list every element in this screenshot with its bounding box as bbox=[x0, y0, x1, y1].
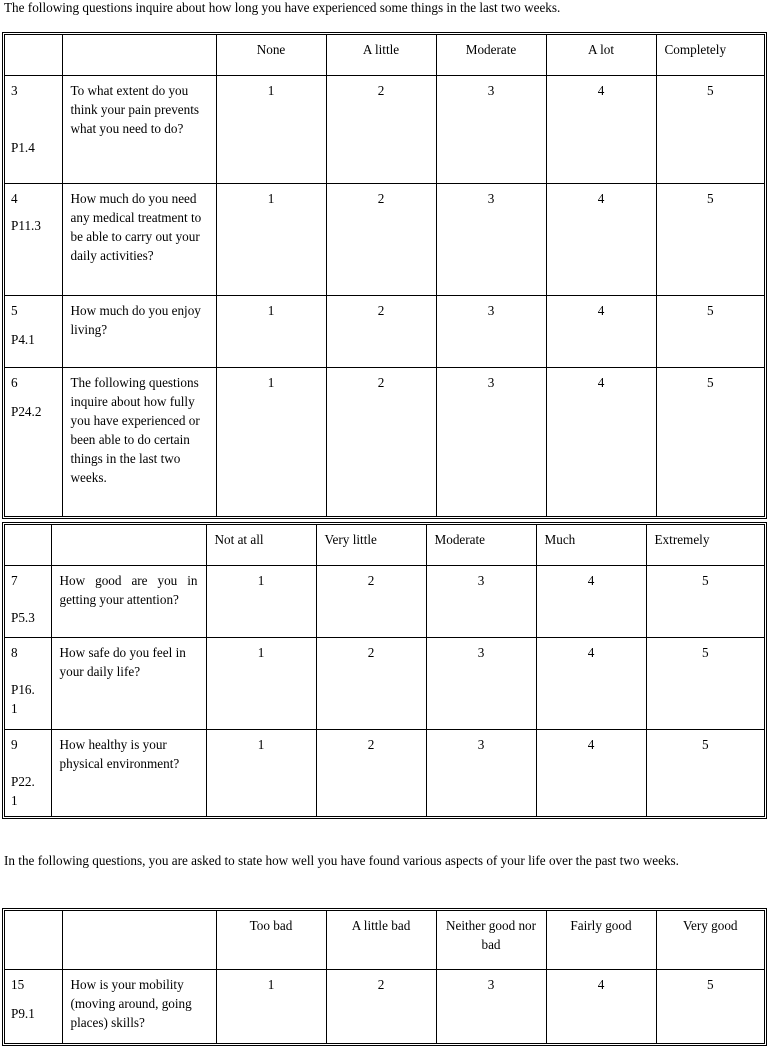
score-option[interactable]: 5 bbox=[656, 367, 764, 516]
question-id bbox=[5, 75, 62, 183]
question-number: 15 bbox=[11, 976, 25, 992]
header-too-bad: Too bad bbox=[216, 911, 326, 969]
question-code: P4.1 bbox=[11, 331, 35, 347]
score-option[interactable]: 2 bbox=[326, 367, 436, 516]
score-option[interactable]: 2 bbox=[326, 183, 436, 295]
table-row bbox=[5, 367, 764, 516]
score-option[interactable]: 5 bbox=[646, 565, 764, 637]
score-option[interactable]: 4 bbox=[536, 729, 646, 816]
question-text: How is your mobility (moving around, going places) skills? bbox=[62, 969, 216, 1043]
header-extremely: Extremely bbox=[646, 525, 764, 565]
question-code: P22. 1 bbox=[11, 773, 35, 808]
header-a-lot: A lot bbox=[546, 35, 656, 75]
question-code: P1.4 bbox=[11, 139, 35, 155]
score-option[interactable]: 5 bbox=[656, 183, 764, 295]
table-header-row bbox=[5, 525, 764, 565]
score-option[interactable]: 3 bbox=[436, 367, 546, 516]
score-option[interactable]: 3 bbox=[426, 637, 536, 729]
question-number: 5 bbox=[11, 302, 18, 318]
score-option[interactable]: 5 bbox=[656, 969, 764, 1043]
question-number: 7 bbox=[11, 572, 18, 588]
header-moderate: Moderate bbox=[426, 525, 536, 565]
table-row bbox=[5, 295, 764, 367]
table-row bbox=[5, 75, 764, 183]
intro-text-2: In the following questions, you are asked to state how well you have found various aspects of your life over the past two weeks. bbox=[4, 853, 679, 868]
score-option[interactable]: 3 bbox=[426, 729, 536, 816]
score-option[interactable]: 1 bbox=[216, 295, 326, 367]
score-option[interactable]: 3 bbox=[436, 969, 546, 1043]
score-option[interactable]: 4 bbox=[546, 75, 656, 183]
table-row bbox=[5, 565, 764, 637]
question-id bbox=[5, 729, 51, 816]
score-option[interactable]: 1 bbox=[216, 75, 326, 183]
table-header-row bbox=[5, 35, 764, 75]
question-code: P24.2 bbox=[11, 403, 42, 419]
score-option[interactable]: 4 bbox=[546, 295, 656, 367]
question-id bbox=[5, 969, 62, 1043]
score-option[interactable]: 2 bbox=[326, 969, 436, 1043]
question-text: How much do you enjoy living? bbox=[62, 295, 216, 367]
score-option[interactable]: 3 bbox=[436, 75, 546, 183]
header-moderate: Moderate bbox=[436, 35, 546, 75]
score-option[interactable]: 4 bbox=[546, 367, 656, 516]
score-option[interactable]: 2 bbox=[316, 637, 426, 729]
question-id bbox=[5, 367, 62, 516]
score-option[interactable]: 5 bbox=[646, 729, 764, 816]
score-option[interactable]: 4 bbox=[536, 637, 646, 729]
score-option[interactable]: 4 bbox=[546, 969, 656, 1043]
header-completely: Completely bbox=[656, 35, 764, 75]
header-fairly-good: Fairly good bbox=[546, 911, 656, 969]
score-option[interactable]: 4 bbox=[546, 183, 656, 295]
table-header-row bbox=[5, 911, 764, 969]
question-text: How much do you need any medical treatment to be able to carry out your daily activities? bbox=[62, 183, 216, 295]
score-option[interactable]: 2 bbox=[326, 295, 436, 367]
question-number: 6 bbox=[11, 374, 18, 390]
score-option[interactable]: 1 bbox=[206, 637, 316, 729]
table-row bbox=[5, 183, 764, 295]
questionnaire-table-3 bbox=[2, 908, 767, 1046]
score-option[interactable]: 3 bbox=[436, 295, 546, 367]
question-number: 4 bbox=[11, 190, 18, 206]
score-option[interactable]: 5 bbox=[656, 295, 764, 367]
question-code: P16. 1 bbox=[11, 681, 35, 716]
score-option[interactable]: 4 bbox=[536, 565, 646, 637]
question-code: P11.3 bbox=[11, 217, 41, 233]
question-number: 8 bbox=[11, 644, 18, 660]
table-row bbox=[5, 637, 764, 729]
question-id bbox=[5, 565, 51, 637]
question-text: To what extent do you think your pain prevents what you need to do? bbox=[62, 75, 216, 183]
question-text: How safe do you feel in your daily life? bbox=[51, 637, 206, 729]
question-text: The following questions inquire about how fully you have experienced or been able to do certain things in the last two weeks. bbox=[62, 367, 216, 516]
header-a-little: A little bbox=[326, 35, 436, 75]
question-id bbox=[5, 295, 62, 367]
table-row bbox=[5, 729, 764, 816]
question-id bbox=[5, 183, 62, 295]
score-option[interactable]: 1 bbox=[206, 729, 316, 816]
question-code: P5.3 bbox=[11, 609, 35, 625]
question-text: How good are you in getting your attention? bbox=[51, 565, 206, 637]
score-option[interactable]: 2 bbox=[316, 729, 426, 816]
questionnaire-table-1 bbox=[2, 32, 767, 519]
header-a-little-bad: A little bad bbox=[326, 911, 436, 969]
score-option[interactable]: 5 bbox=[656, 75, 764, 183]
question-text: How healthy is your physical environment? bbox=[51, 729, 206, 816]
header-neither-good-nor-bad: Neither good nor bad bbox=[436, 911, 546, 969]
score-option[interactable]: 3 bbox=[426, 565, 536, 637]
question-number: 3 bbox=[11, 82, 18, 98]
header-not-at-all: Not at all bbox=[206, 525, 316, 565]
header-very-little: Very little bbox=[316, 525, 426, 565]
question-number: 9 bbox=[11, 736, 18, 752]
header-much: Much bbox=[536, 525, 646, 565]
score-option[interactable]: 3 bbox=[436, 183, 546, 295]
score-option[interactable]: 2 bbox=[316, 565, 426, 637]
score-option[interactable]: 1 bbox=[216, 367, 326, 516]
score-option[interactable]: 1 bbox=[216, 183, 326, 295]
header-very-good: Very good bbox=[656, 911, 764, 969]
questionnaire-table-2 bbox=[2, 522, 767, 819]
score-option[interactable]: 2 bbox=[326, 75, 436, 183]
score-option[interactable]: 5 bbox=[646, 637, 764, 729]
table-row bbox=[5, 969, 764, 1043]
question-code: P9.1 bbox=[11, 1005, 35, 1021]
header-none: None bbox=[216, 35, 326, 75]
score-option[interactable]: 1 bbox=[216, 969, 326, 1043]
question-id bbox=[5, 637, 51, 729]
intro-text-1: The following questions inquire about how long you have experienced some things in the last two weeks. bbox=[4, 0, 561, 15]
score-option[interactable]: 1 bbox=[206, 565, 316, 637]
